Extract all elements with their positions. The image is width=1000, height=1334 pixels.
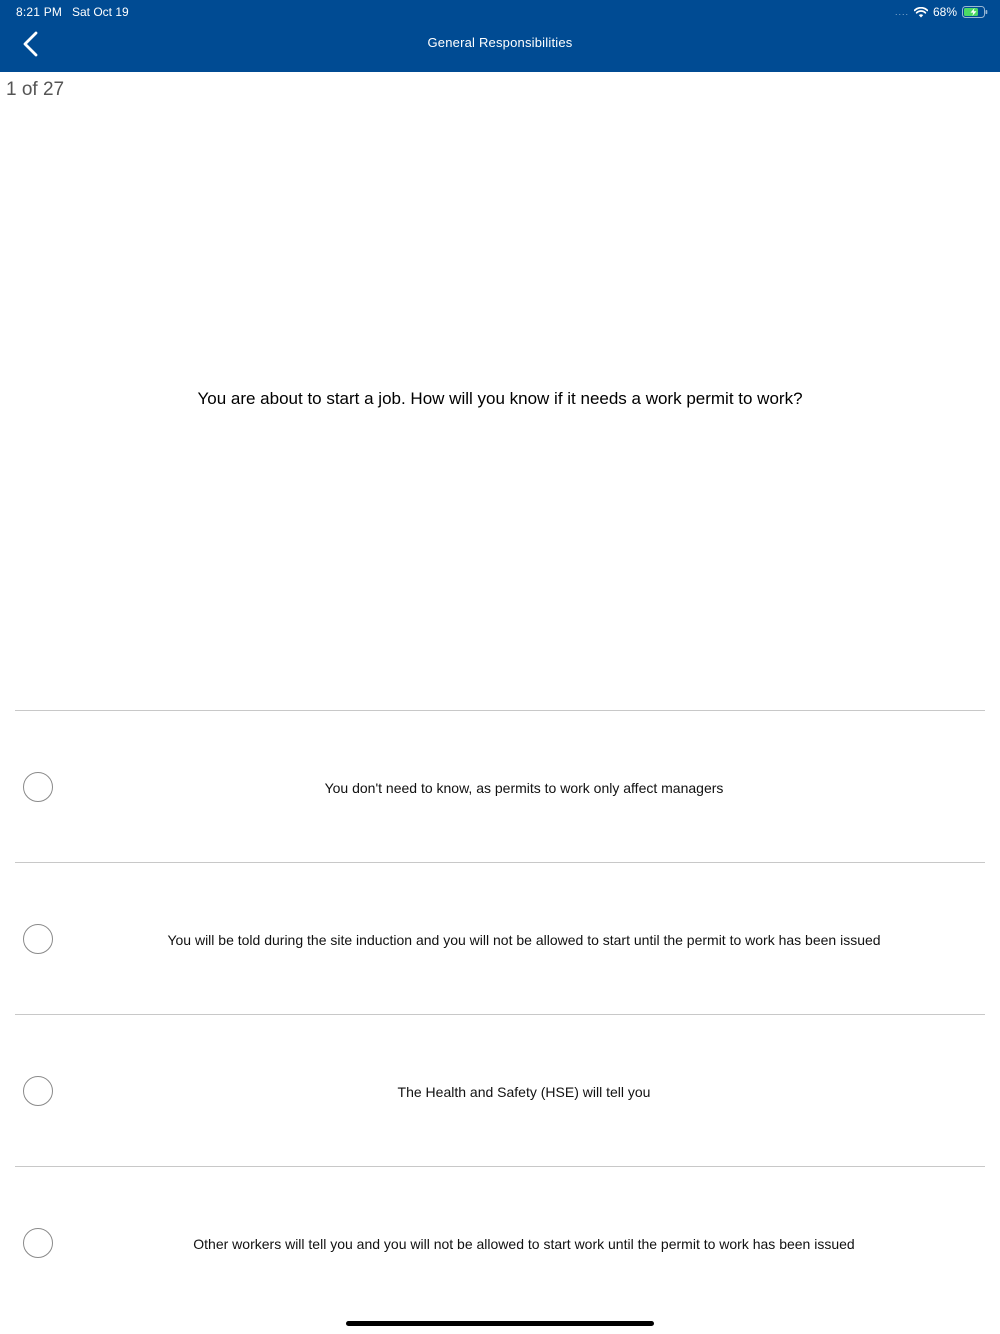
answer-option-4[interactable]: [15, 1166, 985, 1318]
radio-button[interactable]: [23, 772, 53, 802]
home-indicator[interactable]: [346, 1321, 654, 1326]
answer-option-3[interactable]: [15, 1014, 985, 1166]
status-indicators: [895, 4, 988, 20]
battery-charging-icon: [962, 6, 988, 18]
answer-option-1[interactable]: [15, 710, 985, 862]
page-title: General Responsibilities: [427, 35, 573, 50]
answer-list: [15, 710, 985, 1318]
radio-button[interactable]: [23, 1076, 53, 1106]
answer-text: Other workers will tell you and you will not be allowed to start work until the permit to work has been issued: [193, 1236, 855, 1252]
radio-button[interactable]: [23, 1228, 53, 1258]
signal-dots: ....: [894, 7, 909, 17]
radio-button[interactable]: [23, 924, 53, 954]
answer-text: You will be told during the site induction and you will not be allowed to start until the permit to work has been issued: [167, 932, 881, 948]
answer-text: You don't need to know, as permits to work only affect managers: [324, 780, 724, 796]
question-progress: 1 of 27: [6, 79, 65, 100]
question-text: You are about to start a job. How will you know if it needs a work permit to work?: [197, 389, 803, 408]
nav-header: [0, 0, 1000, 72]
wifi-icon: [914, 7, 928, 18]
answer-text: The Health and Safety (HSE) will tell you: [397, 1084, 651, 1100]
status-time: 8:21 PM: [16, 5, 63, 19]
answer-option-2[interactable]: [15, 862, 985, 1014]
battery-percent: 68%: [932, 5, 957, 19]
status-date: Sat Oct 19: [72, 5, 129, 19]
